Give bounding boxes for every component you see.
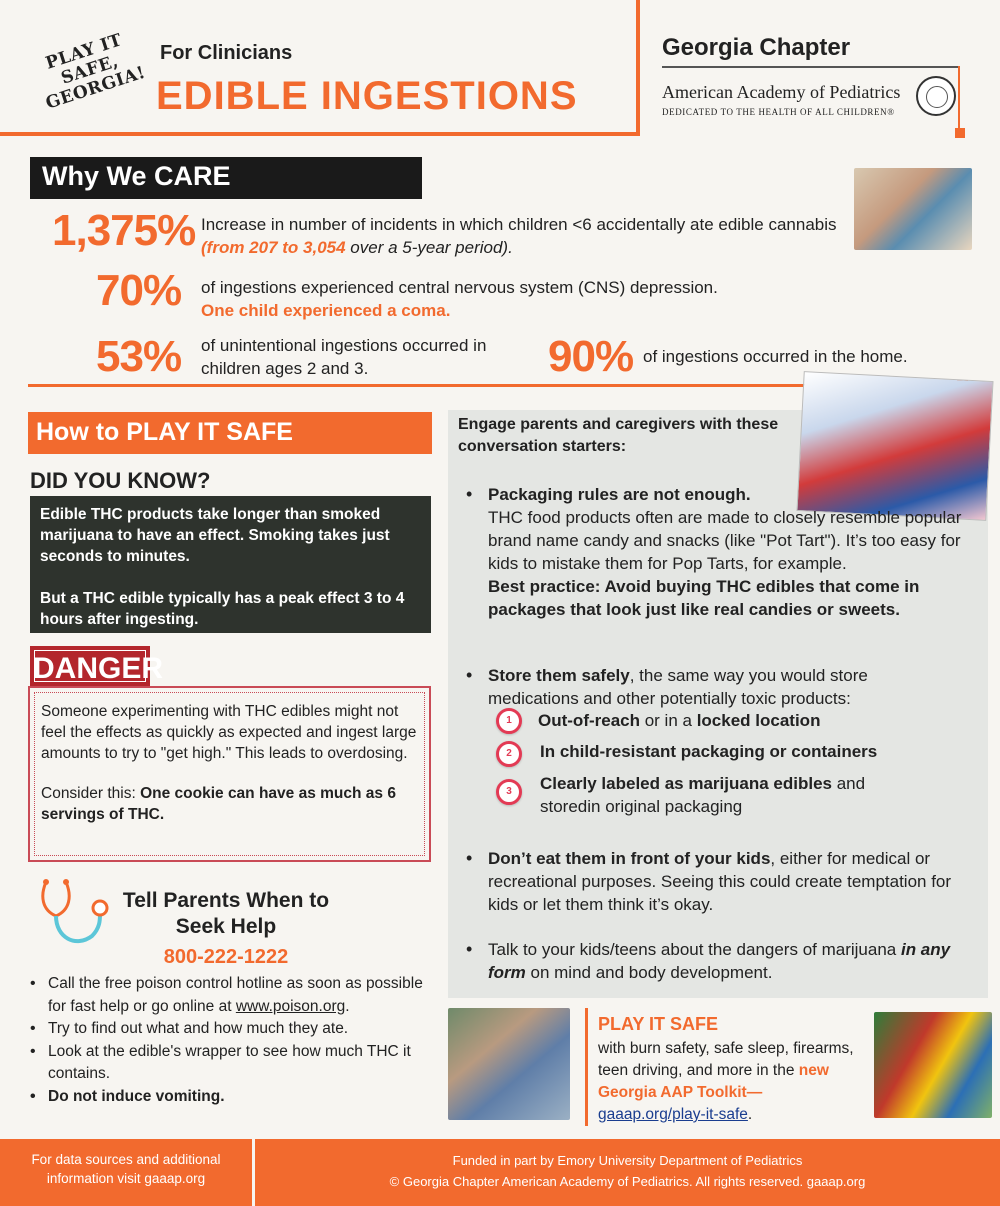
bullet-dont-eat: Don’t eat them in front of your kids, either for medical or recreational purposes. Seeing this could create temptation for kids or let them think it’s okay.: [488, 849, 952, 914]
number-badge: 2: [496, 741, 522, 767]
stat-number: 53%: [96, 332, 182, 381]
promo-divider: [585, 1008, 588, 1126]
seek-help-list: [28, 973, 438, 1108]
child-eating-candy-photo: [854, 168, 972, 250]
aap-seal-icon: [916, 76, 956, 116]
footer-credits: [255, 1150, 1000, 1192]
stat-text: Increase in number of incidents in which children <6 accidentally ate edible cannabis (from 207 to 3,054 over a 5-year period).: [201, 215, 837, 257]
bullet-packaging: Packaging rules are not enough. THC food products often are made to closely resemble popular brand name candy and snacks (like "Pot Tart"). It’s too easy for kids to mistake them for Pop Tarts, for example. Best practice: Avoid buying THC edibles that come in packages that look just like real candies or sweets.: [488, 485, 962, 619]
bullet: •: [466, 848, 473, 868]
stat-number: 1,375%: [52, 206, 196, 255]
stat-number: 70%: [96, 266, 182, 315]
list-item: • Try to find out what and how much they ate.: [28, 1018, 438, 1041]
header-right-square: [955, 128, 965, 138]
bullet: •: [466, 484, 473, 504]
toolkit-link[interactable]: gaaap.org/play-it-safe: [598, 1106, 748, 1123]
org-rule: [662, 66, 958, 68]
did-you-know-heading: DID YOU KNOW?: [30, 468, 211, 493]
stat-text: of ingestions occurred in the home.: [643, 347, 908, 366]
page-title: EDIBLE INGESTIONS: [156, 74, 578, 118]
danger-paragraph: Consider this: One cookie can have as much as 6 servings of THC.: [41, 785, 396, 823]
danger-box: [28, 686, 431, 862]
poison-hotline-number[interactable]: 800-222-1222: [163, 946, 289, 968]
stat-text: of ingestions experienced central nervous system (CNS) depression. One child experienced a coma.: [201, 278, 718, 320]
footer-data-sources: For data sources and additional information visit gaaap.org: [31, 1152, 221, 1186]
org-name: American Academy of Pediatrics: [662, 82, 901, 102]
number-badge: 1: [496, 708, 522, 734]
funding-note: Funded in part by Emory University Department of Pediatrics: [452, 1153, 803, 1168]
list-item: • Do not induce vomiting.: [28, 1086, 438, 1109]
dyk-paragraph: But a THC edible typically has a peak effect 3 to 4 hours after ingesting.: [40, 590, 405, 628]
header-divider-horizontal: [0, 132, 640, 136]
copyright-note: © Georgia Chapter American Academy of Pediatrics. All rights reserved. gaaap.org: [389, 1174, 866, 1189]
danger-paragraph: Someone experimenting with THC edibles might not feel the effects as quickly as expected and ingest large amounts to try to "get high." This leads to overdosing.: [41, 703, 417, 762]
play-it-safe-stamp: PLAY IT SAFE, GEORGIA!: [43, 30, 149, 114]
list-item: • Look at the edible's wrapper to see how much THC it contains.: [28, 1041, 438, 1086]
dyk-paragraph: Edible THC products take longer than smoked marijuana to have an effect. Smoking takes just seconds to minutes.: [40, 506, 390, 565]
kids-superheroes-photo: [874, 1012, 992, 1118]
promo-text: with burn safety, safe sleep, firearms, teen driving, and more in the new Georgia AAP Toolkit— gaaap.org/play-it-safe.: [598, 1040, 854, 1123]
seek-help-heading: Tell Parents When to Seek Help: [122, 889, 330, 938]
header-right-accent: [958, 66, 960, 134]
stat-text: of unintentional ingestions occurred in children ages 2 and 3.: [201, 336, 487, 378]
storage-item: Out-of-reach or in a locked location: [538, 711, 821, 730]
org-chapter: Georgia Chapter: [662, 34, 851, 61]
danger-sign: DANGER: [30, 646, 150, 686]
why-we-care-heading: Why We CARE: [30, 157, 422, 199]
bullet: •: [466, 939, 473, 959]
teen-eating-photo: [448, 1008, 570, 1120]
stat-number: 90%: [548, 332, 634, 381]
poison-org-link[interactable]: www.poison.org: [235, 997, 346, 1015]
bullet: •: [466, 665, 473, 685]
how-to-play-safe-heading: How to PLAY IT SAFE: [28, 412, 432, 454]
audience-label: For Clinicians: [160, 42, 293, 64]
promo-heading: PLAY IT SAFE: [598, 1014, 719, 1034]
engage-heading: Engage parents and caregivers with these conversation starters:: [458, 416, 779, 455]
number-badge: 3: [496, 779, 522, 805]
storage-item: In child-resistant packaging or containers: [540, 742, 878, 761]
bullet-talk: Talk to your kids/teens about the dangers of marijuana in any form on mind and body development.: [488, 940, 951, 982]
list-item: • Call the free poison control hotline as soon as possible for fast help or go online at www.poison.org.: [28, 973, 438, 1018]
org-tagline: DEDICATED TO THE HEALTH OF ALL CHILDREN®: [662, 107, 895, 117]
bullet-store-safely: Store them safely, the same way you would store medications and other potentially toxic products:: [488, 666, 868, 708]
storage-item: Clearly labeled as marijuana edibles and storedin original packaging: [540, 774, 866, 816]
header-divider-vertical: [636, 0, 640, 136]
did-you-know-box: [30, 496, 431, 633]
stethoscope-icon: [36, 876, 116, 952]
